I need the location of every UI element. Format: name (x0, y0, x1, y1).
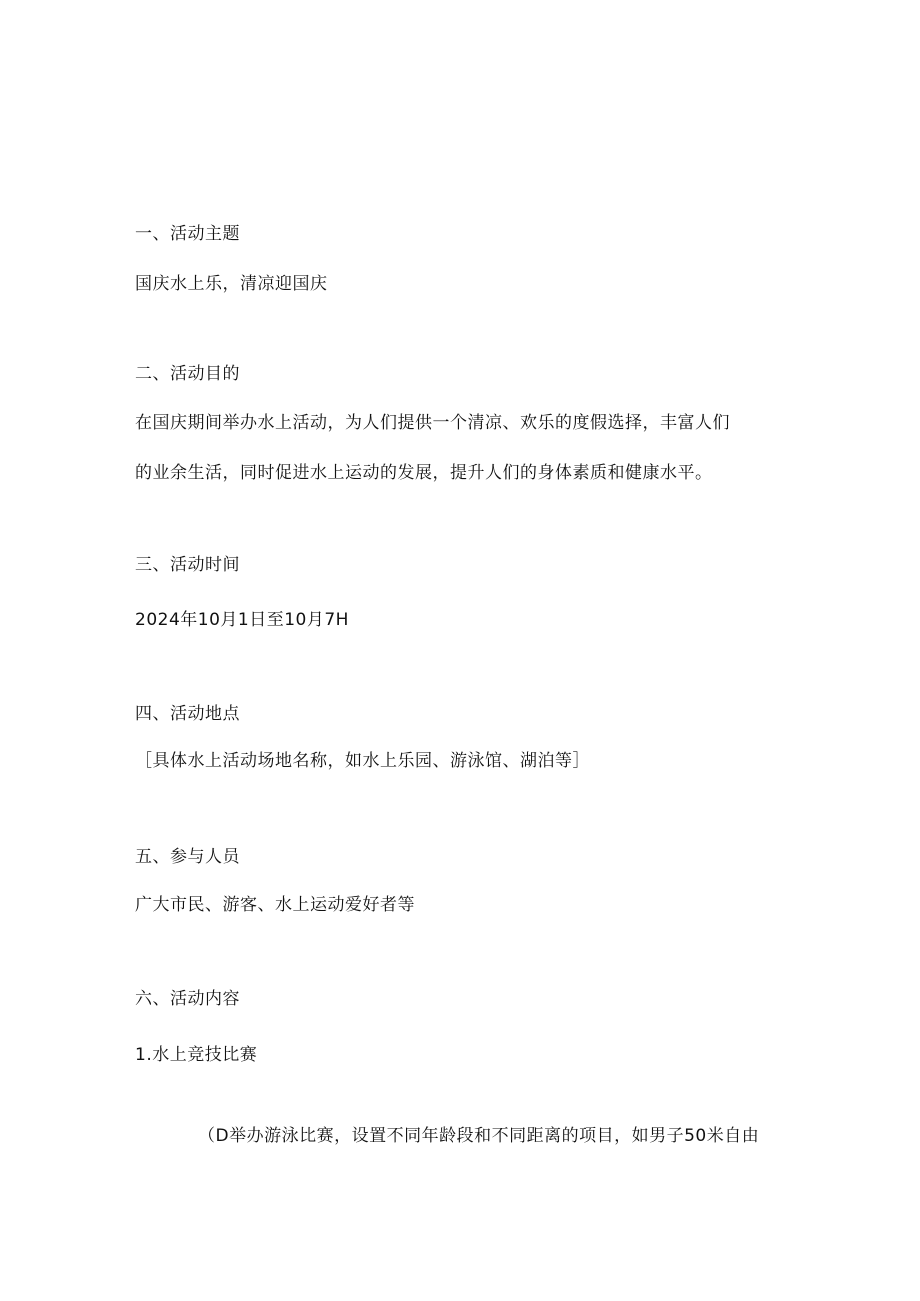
section-heading-theme: 一、活动主题 (135, 224, 240, 244)
section-heading-time: 三、活动时间 (135, 555, 240, 575)
section-body-time: 2024年10月1日至10月7H (135, 610, 349, 630)
section-body-theme: 国庆水上乐，清凉迎国庆 (135, 274, 328, 294)
section-body-purpose-line-2: 的业余生活，同时促进水上运动的发展，提升人们的身体素质和健康水平。 (135, 463, 713, 483)
section-heading-location: 四、活动地点 (135, 704, 240, 724)
section-body-location: ［具体水上活动场地名称，如水上乐园、游泳馆、湖泊等］ (135, 751, 590, 771)
section-heading-content: 六、活动内容 (135, 989, 240, 1009)
section-heading-participants: 五、参与人员 (135, 847, 240, 867)
indented-paragraph: （D举办游泳比赛，设置不同年龄段和不同距离的项目，如男子50米自由 (198, 1126, 760, 1146)
section-body-participants: 广大市民、游客、水上运动爱好者等 (135, 895, 415, 915)
section-body-purpose-line-1: 在国庆期间举办水上活动，为人们提供一个清凉、欢乐的度假选择，丰富人们 (135, 413, 730, 433)
section-heading-purpose: 二、活动目的 (135, 364, 240, 384)
section-body-content-item-1: 1.水上竞技比赛 (135, 1045, 258, 1065)
